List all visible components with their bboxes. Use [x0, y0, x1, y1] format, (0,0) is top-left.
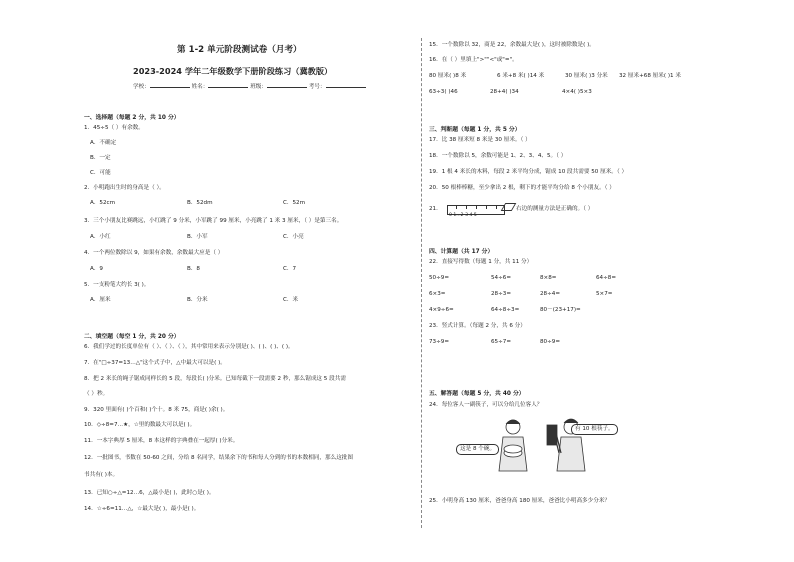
name-blank[interactable] — [208, 81, 248, 88]
q2-option-a[interactable]: A．52cm — [90, 200, 116, 206]
ruler-tick — [476, 206, 477, 209]
question-10: 10．◇÷8=7…★，☆里的数最大可以是( )。 — [84, 422, 196, 428]
q5-option-b[interactable]: B．分米 — [187, 297, 208, 303]
question-16: 16．在（ ）里填上">""<"或"="。 — [429, 57, 518, 63]
compare-row-2-c: 4×4( )5×3 — [562, 89, 592, 95]
speech-bubble-bowls: 这是 8 个碗。 — [456, 444, 499, 455]
calc-2-4: 5×7= — [596, 291, 613, 297]
id-blank[interactable] — [326, 81, 366, 88]
calc-3-2: 64÷8÷3= — [491, 307, 520, 313]
ruler-tick — [496, 206, 497, 209]
q2-option-c[interactable]: C．52m — [283, 200, 306, 206]
calc-1-2: 54÷6= — [491, 275, 512, 281]
compare-row-1-d: 32 厘米+68 厘米( )1 米 — [619, 73, 681, 79]
calc-1-1: 50÷9= — [429, 275, 450, 281]
school-label: 学校： — [133, 84, 150, 90]
question-23: 23．竖式计算。（每题 2 分，共 6 分） — [429, 323, 526, 329]
q1-option-c[interactable]: C．可能 — [90, 170, 111, 176]
question-22: 22．直接写得数（每题 1 分，共 11 分） — [429, 259, 533, 265]
q3-option-c[interactable]: C．小亮 — [283, 234, 304, 240]
ruler-labels: 0 1...2 3 4 5 — [449, 213, 477, 218]
ruler-tick — [486, 206, 487, 209]
compare-row-2-a: 63÷3( )46 — [429, 89, 458, 95]
calc-2-2: 28÷3= — [491, 291, 512, 297]
calc-4-1: 73÷9= — [429, 339, 450, 345]
question-21-number: 21． — [429, 206, 442, 212]
question-2: 2．小明跑出生时的身高是（ ）。 — [84, 185, 165, 191]
q2-option-b[interactable]: B．52dm — [187, 200, 213, 206]
q4-option-c[interactable]: C．7 — [283, 266, 297, 272]
question-12-line2: 书共有( )本。 — [84, 472, 119, 478]
section-calc-heading: 四、计算题（共 17 分） — [429, 249, 494, 255]
question-18: 18．一个数除以 5，余数可能是 1、2、3、4、5。（ ） — [429, 153, 567, 159]
question-8-line1: 8．把 2 米长的绳子锯成同样长的 5 段，每段长( )分米。已知每截下一段需要 2 秒，那么锯成这 5 段共需 — [84, 376, 346, 382]
question-7: 7．在"□÷37=13…△"这个式子中，△中最大可以是( )。 — [84, 360, 226, 366]
calc-2-3: 28÷4= — [540, 291, 561, 297]
question-17: 17．比 38 厘米短 8 米是 30 厘米。（ ） — [429, 137, 531, 143]
calc-4-3: 80÷9= — [540, 339, 561, 345]
left-character-figure — [499, 420, 527, 471]
question-20: 20．50 根棒棒糖，至少拿出 2 根，剩下的才能平均分给 8 个小朋友。（ ） — [429, 185, 615, 191]
ruler-tick — [456, 206, 457, 209]
question-12-line1: 12．一批图书，书数在 50-60 之间，分给 8 名同学，结果余下的书和每人分到的书的本数相同，那么这批图 — [84, 455, 353, 461]
compare-row-1-a: 80 厘米( )8 米 — [429, 73, 467, 79]
question-15: 15．一个数除以 32，商是 22，余数最大是( )，这时被除数是( )。 — [429, 42, 595, 48]
compare-row-1-b: 6 米+8 米( )14 米 — [497, 73, 545, 79]
question-5: 5．一支粉笔大约长 3( )。 — [84, 282, 150, 288]
calc-1-4: 64÷8= — [596, 275, 617, 281]
question-24: 24．每位客人一副筷子，可以分给几位客人？ — [429, 402, 543, 408]
calc-3-3: 80－(23+17)= — [540, 307, 581, 313]
speech-bubble-chopsticks: 有 10 根筷子。 — [571, 424, 618, 435]
class-blank[interactable] — [267, 81, 307, 88]
student-info-row — [133, 81, 366, 91]
q5-option-a[interactable]: A．厘米 — [90, 297, 111, 303]
id-label: 考号： — [308, 84, 326, 90]
q5-option-c[interactable]: C．米 — [283, 297, 299, 303]
class-label: 班级： — [250, 84, 267, 90]
question-1: 1．45÷5（ ）有余数。 — [84, 125, 144, 131]
column-divider — [421, 38, 422, 528]
question-25: 25．小明身高 130 厘米，爸爸身高 180 厘米，爸爸比小明高多少分米？ — [429, 498, 611, 504]
ruler-tick — [466, 206, 467, 209]
question-3: 3．三个小朋友比赛跳远，小红跳了 9 分米，小军跳了 99 厘米，小亮跳了 1 米 3 厘米，（ ）是第三名。 — [84, 218, 343, 224]
compare-row-1-c: 30 厘米( )3 分米 — [565, 73, 608, 79]
section-judge-heading: 三、判断题（每题 1 分，共 5 分） — [429, 127, 521, 133]
question-21: 右边的测量方法是正确的。（ ） — [516, 206, 594, 212]
question-13: 13．已知○÷△=12…6，△最小是( )，此时○是( )。 — [84, 490, 215, 496]
q24-illustration — [483, 413, 603, 475]
section-solve-heading: 五、解答题（每题 5 分，共 40 分） — [429, 391, 525, 397]
q4-option-b[interactable]: B．8 — [187, 266, 200, 272]
exam-subtitle: 2023-2024 学年二年级数学下册阶段练习（冀教版） — [133, 66, 333, 76]
question-14: 14．☆÷6=11…△，☆最大是( )，最小是( )。 — [84, 506, 200, 512]
question-19: 19．1 根 4 米长的木料，每段 2 米平均分成，锯成 10 段共需要 50 厘米。（ ） — [429, 169, 628, 175]
school-blank[interactable] — [150, 81, 190, 88]
q4-option-a[interactable]: A．9 — [90, 266, 103, 272]
calc-3-1: 4×9÷6= — [429, 307, 454, 313]
question-4: 4．一个两位数除以 9，如果有余数，余数最大应是（ ） — [84, 250, 224, 256]
section-fill-heading: 二、填空题（每空 1 分，共 20 分） — [84, 334, 180, 340]
calc-1-3: 8×8= — [540, 275, 557, 281]
name-label: 姓名： — [191, 84, 209, 90]
q3-option-a[interactable]: A．小红 — [90, 234, 111, 240]
compare-row-2-b: 28+4( )34 — [490, 89, 519, 95]
question-6: 6．我们学过的长度单位有（ ）、（ ）、（ ），其中常用来表示分别是( )、( )、( )、( )。 — [84, 344, 294, 350]
q3-option-b[interactable]: B．小军 — [187, 234, 208, 240]
question-9: 9．320 里面有( )个百和( )个十。8 米 75，商是( )余( )。 — [84, 407, 229, 413]
section-choice-heading: 一、选择题（每题 2 分，共 10 分） — [84, 115, 180, 121]
calc-4-2: 65÷7= — [491, 339, 512, 345]
question-11: 11．一本字典厚 5 厘米，8 本这样的字典叠在一起厚( )分米。 — [84, 438, 239, 444]
exam-title: 第 1-2 单元阶段测试卷（月考） — [177, 45, 302, 55]
calc-2-1: 6×3= — [429, 291, 446, 297]
q1-option-a[interactable]: A．不确定 — [90, 140, 117, 146]
question-8-line2: （ ）秒。 — [84, 391, 109, 397]
q1-option-b[interactable]: B．一定 — [90, 155, 111, 161]
